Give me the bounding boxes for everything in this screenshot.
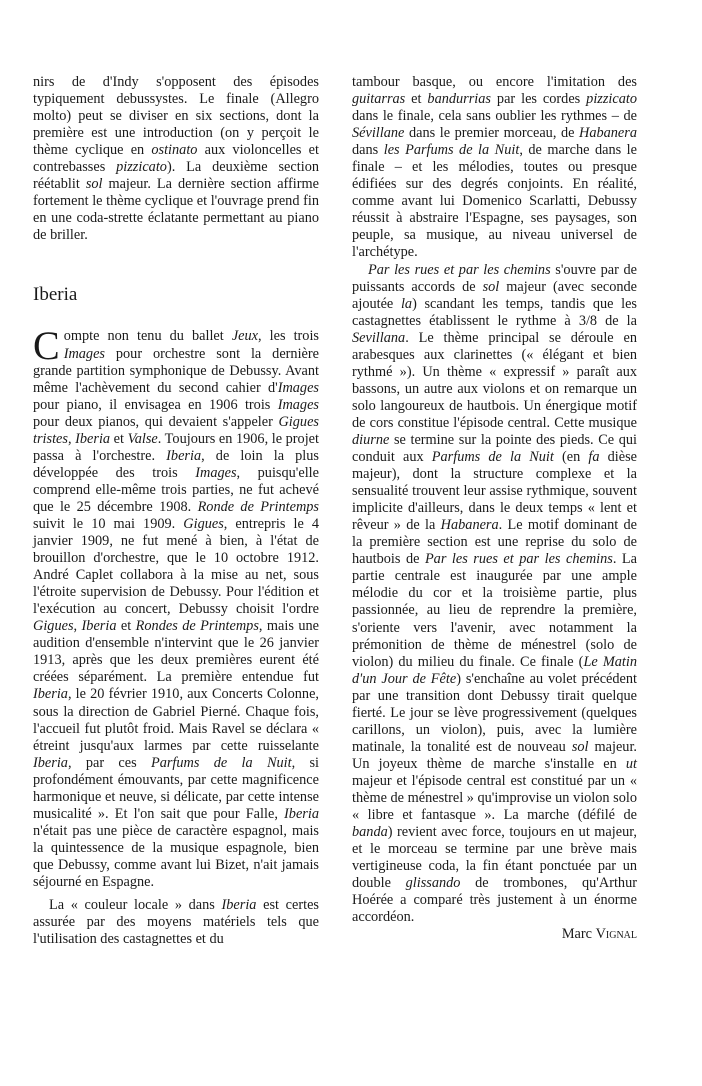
paragraph-iberia-history: Compte non tenu du ballet Jeux, les trois Images pour orchestre sont la dernière grande partition symphonique de Debussy. Avant même l'achèvement du second cahier d'Images pour piano, il envisagea en 1906 trois Images pour deux pianos, qui devaient s'appeler Gigues tristes, Iberia et Valse. Toujours en 1906, le projet passa à l'orchestre. Iberia, de loin la plus développée des trois Images, puisqu'elle comprend elle-même trois parties, ne fut achevé que le 25 décembre 1908. Ronde de Printemps suivit le 10 mai 1909. Gigues, entrepris le 4 janvier 1909, ne fut mené à bien, à l'état de brouillon d'orchestre, que le 10 octobre 1912. André Caplet collabora à la mise au net, sous l'étroite supervision de Debussy. Pour l'édition et l'exécution au concert, Debussy choisit l'ordre Gigues, Iberia et Rondes de Printemps, mais une audition d'ensemble n'intervint que le 26 janvier 1913, après que les deux premières eurent été créées séparément. La première entendue fut Iberia, le 20 février 1910, aux Concerts Colonne, sous la direction de Gabriel Pierné. Chaque fois, l'accueil fut plutôt froid. Mais Ravel se déclara « étreint jusqu'aux larmes par cette ruisselante Iberia, par ces Parfums de la Nuit, si profondément émouvants, par cette magnificence harmonique et neuve, si délicate, par cette intense musicalité ». Et l'on sait que pour Falle, Iberia n'était pas une pièce de caractère espagnol, mais la quintessence de la musique espagnole, bien que Debussy, comme avant lui Bizet, n'ait jamais séjourné en Espagne.	[33, 323, 320, 890]
section-heading: Iberia	[33, 284, 78, 306]
author-signature: Marc Vignal	[561, 926, 637, 943]
drop-cap: C	[33, 323, 60, 369]
paragraph-couleur-locale: La « couleur locale » dans Iberia est certes assurée par des moyens matériels tels que l'utilisation des castagnettes et du	[33, 897, 319, 948]
paragraph-sonata-finale: nirs de d'Indy s'opposent des épisodes typiquement debussystes. Le finale (Allegro molto) peut se diviser en six sections, dont la première est une introduction (on y perçoit le thème cyclique en ostinato aux violoncelles et contrebasses pizzicato). La deuxième section réétablit sol majeur. La dernière section affirme fortement le thème cyclique et l'ouvrage prend fin en une coda-strette éclatante permettant au piano de briller.	[33, 74, 320, 244]
right-column	[352, 74, 637, 943]
paragraph-movements-analysis: Par les rues et par les chemins s'ouvre par de puissants accords de sol majeur (avec seconde ajoutée la) scandant les temps, tandis que les castagnettes établissent le rythme à 3/8 de la Sevillana. Le thème principal se déroule en arabesques aux clarinettes (« élégant et bien rythmé »). Un thème « expressif » paraît aux bassons, un autre aux violons et on remarque un solo langoureux de hautbois. Un énergique motif de cors constitue l'épisode central. Cette musique diurne se termine sur la pointe des pieds. Ce qui conduit aux Parfums de la Nuit (en fa dièse majeur), dont la structure complexe et la sensualité trouvent leur assise rythmique, souvent implicite d'ailleurs, dans le deux temps « lent et rêveur » de la Habanera. Le motif dominant de la première section est une reprise du solo de hautbois de Par les rues et par les chemins. La partie centrale est inaugurée par une ample mélodie du cor et la troisième partie, plus passionnée, au lieu de reprendre la première, s'oriente vers l'avenir, avec notamment la prémonition de thème de ménestrel (solo de violon) du milieu du finale. Ce finale (Le Matin d'un Jour de Fête) s'enchaîne au volet précédent par une transition dont Debussy tirait quelque fierté. Le jour se lève progressivement (quelques carillons, un violon), puis, avec la lumière matinale, la tonalité est de nouveau sol majeur. Un joyeux thème de marche s'installe en ut majeur et l'épisode central est constitué par un « thème de ménestrel » qu'improvise un violon solo « libre et fantasque ». La marche (défilé de banda) revient avec force, toujours en ut majeur, et le morceau se termine par une brève mais vertigineuse coda, la fin étant ponctuée par un double glissando de trombones, qu'Arthur Hoérée a comparé très justement à un énorme accordéon.	[352, 261, 638, 926]
left-column	[33, 74, 319, 948]
paragraph-spain-archetype: tambour basque, ou encore l'imitation des guitarras et bandurrias par les cordes pizzicato dans le finale, cela sans oublier les rythmes – de Sévillane dans le premier morceau, de Habanera dans les Parfums de la Nuit, de marche dans le finale – et les mélodies, toutes ou presque édifiées sur des degrés conjoints. En réalité, comme avant lui Domenico Scarlatti, Debussy réussit à abstraire l'Espagne, ses paysages, son peuple, sa musique, au niveau universel de l'archétype.	[352, 74, 638, 261]
